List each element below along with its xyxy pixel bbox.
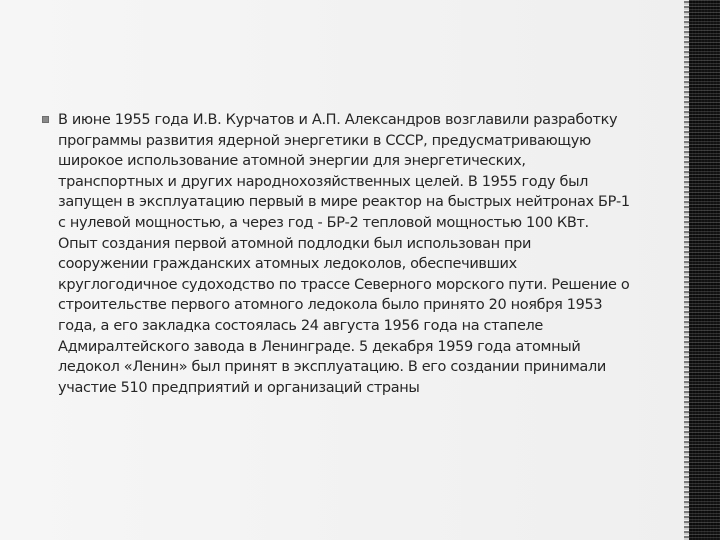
text-line: транспортных и других народнохозяйственных целей. В 1955 году был <box>58 173 589 190</box>
torn-edge-decoration <box>684 0 720 540</box>
text-line: с нулевой мощностью, а через год - БР-2 тепловой мощностью 100 КВт. <box>58 214 589 231</box>
text-line: Адмиралтейского завода в Ленинграде. 5 декабря 1959 года атомный <box>58 338 581 355</box>
text-line: программы развития ядерной энергетики в СССР, предусматривающую <box>58 132 591 149</box>
text-line: сооружении гражданских атомных ледоколов, обеспечивших <box>58 256 517 273</box>
text-line: ледокол «Ленин» был принят в эксплуатацию. В его создании принимали <box>58 359 606 376</box>
text-line: участие 510 предприятий и организаций страны <box>58 379 420 396</box>
square-bullet-icon <box>42 116 49 123</box>
text-line: круглогодичное судоходство по трассе Северного морского пути. Решение о <box>58 276 630 293</box>
slide-content <box>42 110 662 398</box>
text-line: Опыт создания первой атомной подлодки был использован при <box>58 235 532 252</box>
text-line: В июне 1955 года И.В. Курчатов и А.П. Александров возглавили разработку <box>58 112 618 128</box>
text-line: строительстве первого атомного ледокола было принято 20 ноября 1953 <box>58 297 603 314</box>
bullet-text <box>58 110 662 398</box>
text-line: запущен в эксплуатацию первый в мире реактор на быстрых нейтронах БР-1 <box>58 194 630 211</box>
text-line: широкое использование атомной энергии для энергетических, <box>58 153 526 170</box>
bullet-item <box>42 110 662 398</box>
text-line: года, а его закладка состоялась 24 августа 1956 года на стапеле <box>58 317 543 334</box>
